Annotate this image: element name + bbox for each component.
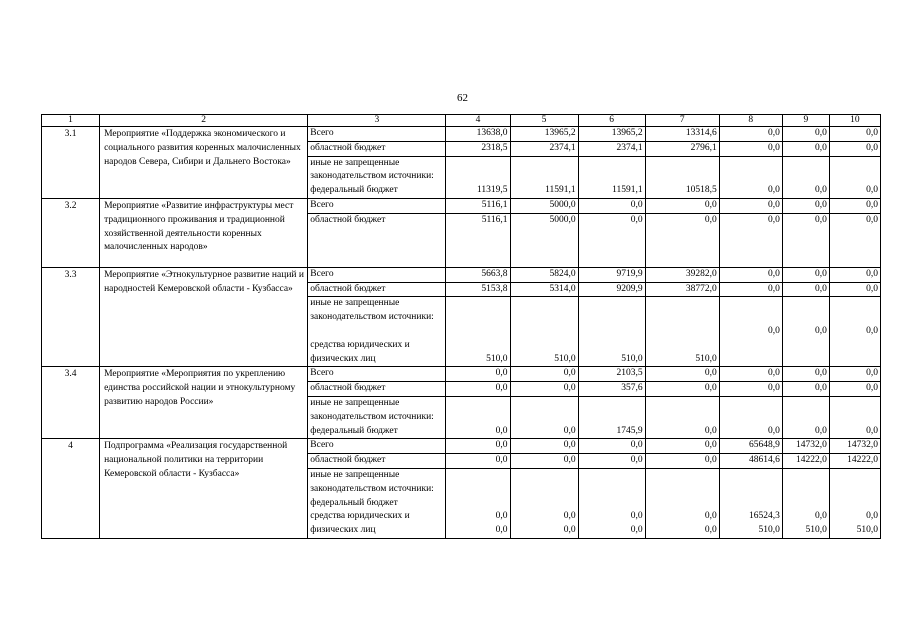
other-sources-label: иные не запрещенные законодательством источники: — [310, 157, 434, 182]
value-cell: 14222,0 — [782, 454, 829, 469]
value-cell: 0,0 — [645, 396, 719, 438]
other-sources-label: иные не запрещенные законодательством источники: — [310, 397, 434, 422]
value-cell — [719, 468, 782, 538]
value-cell: 0,0 — [645, 382, 719, 397]
value-cell: 0,0 — [578, 213, 645, 267]
value-cell: 510,0 — [645, 297, 719, 367]
value-cell: 510,0 — [578, 297, 645, 367]
source-sublabel: федеральный бюджет — [310, 497, 398, 508]
column-number: 2 — [100, 115, 308, 127]
value: 0,0 — [495, 510, 508, 521]
value-cell: 5000,0 — [510, 198, 578, 213]
value-cell: 0,0 — [645, 454, 719, 469]
value-cell: 38772,0 — [645, 282, 719, 297]
column-number: 9 — [782, 115, 829, 127]
activity-name: Мероприятие «Мероприятия по укреплению единства российской нации и этнокультурному развитию народов России» — [100, 367, 308, 439]
value-cell: 0,0 — [782, 396, 829, 438]
value-cell: 0,0 — [719, 282, 782, 297]
row-code: 4 — [42, 439, 100, 539]
source-label: областной бюджет — [308, 141, 446, 156]
value-cell: 11319,5 — [446, 156, 510, 198]
value-cell: 0,0 — [829, 367, 880, 382]
value-cell: 14732,0 — [782, 439, 829, 454]
column-number: 8 — [719, 115, 782, 127]
table-row — [42, 367, 881, 382]
value: 510,0 — [856, 524, 878, 535]
value-cell: 0,0 — [645, 198, 719, 213]
value-cell: 0,0 — [578, 439, 645, 454]
value-cell: 0,0 — [782, 127, 829, 142]
value-cell: 2796,1 — [645, 141, 719, 156]
budget-table — [41, 114, 881, 539]
value: 0,0 — [630, 510, 643, 521]
value-cell: 0,0 — [829, 297, 880, 367]
value-cell: 5116,1 — [446, 198, 510, 213]
value-cell: 0,0 — [645, 213, 719, 267]
value-cell: 0,0 — [578, 454, 645, 469]
source-label — [308, 468, 446, 538]
value: 510,0 — [758, 524, 780, 535]
column-number: 4 — [446, 115, 510, 127]
source-label: областной бюджет — [308, 382, 446, 397]
value-cell: 510,0 — [510, 297, 578, 367]
value-cell: 5000,0 — [510, 213, 578, 267]
value-cell: 0,0 — [829, 156, 880, 198]
value-cell: 0,0 — [782, 141, 829, 156]
row-code: 3.4 — [42, 367, 100, 439]
value-cell: 13314,6 — [645, 127, 719, 142]
value-cell: 0,0 — [829, 267, 880, 282]
table-row — [42, 439, 881, 454]
source-label — [308, 297, 446, 367]
source-label: Всего — [308, 267, 446, 282]
value: 0,0 — [563, 510, 576, 521]
value-cell: 357,6 — [578, 382, 645, 397]
table-row — [42, 198, 881, 213]
source-label: Всего — [308, 127, 446, 142]
source-sublabel: федеральный бюджет — [310, 185, 398, 196]
value-cell: 0,0 — [719, 127, 782, 142]
value-cell: 0,0 — [578, 198, 645, 213]
source-label: областной бюджет — [308, 282, 446, 297]
value-cell: 0,0 — [829, 282, 880, 297]
source-label: Всего — [308, 367, 446, 382]
value-cell: 0,0 — [719, 213, 782, 267]
page-number: 62 — [457, 92, 468, 104]
value-cell: 0,0 — [719, 198, 782, 213]
value-cell: 0,0 — [782, 267, 829, 282]
value-cell: 14732,0 — [829, 439, 880, 454]
value-cell: 10518,5 — [645, 156, 719, 198]
value-cell: 0,0 — [829, 141, 880, 156]
value-cell: 0,0 — [719, 267, 782, 282]
value-cell: 0,0 — [510, 439, 578, 454]
value-cell: 5663,8 — [446, 267, 510, 282]
value: 510,0 — [805, 524, 827, 535]
value: 0,0 — [495, 524, 508, 535]
value-cell: 0,0 — [782, 367, 829, 382]
value-cell: 0,0 — [645, 367, 719, 382]
value: 0,0 — [866, 510, 878, 521]
value-cell — [510, 468, 578, 538]
value-cell: 65648,9 — [719, 439, 782, 454]
value-cell — [446, 468, 510, 538]
value-cell: 0,0 — [719, 396, 782, 438]
source-sublabel: федеральный бюджет — [310, 425, 398, 436]
value-cell: 5314,0 — [510, 282, 578, 297]
value: 0,0 — [704, 524, 717, 535]
value-cell: 0,0 — [719, 156, 782, 198]
source-label: Всего — [308, 439, 446, 454]
value-cell: 510,0 — [446, 297, 510, 367]
row-code: 3.2 — [42, 198, 100, 267]
source-label — [308, 156, 446, 198]
value-cell: 0,0 — [719, 141, 782, 156]
other-sources-label: иные не запрещенные законодательством источники: — [310, 469, 434, 494]
value-cell: 0,0 — [829, 396, 880, 438]
value-cell: 9209,9 — [578, 282, 645, 297]
value-cell: 0,0 — [719, 382, 782, 397]
value-cell: 13638,0 — [446, 127, 510, 142]
source-label: Всего — [308, 198, 446, 213]
value-cell: 39282,0 — [645, 267, 719, 282]
activity-name: Мероприятие «Этнокультурное развитие наций и народностей Кемеровской области - Кузбасса» — [100, 267, 308, 367]
source-label — [308, 396, 446, 438]
value-cell: 0,0 — [719, 297, 782, 367]
value-cell — [829, 468, 880, 538]
value-cell: 0,0 — [782, 198, 829, 213]
column-number: 5 — [510, 115, 578, 127]
value-cell: 0,0 — [446, 382, 510, 397]
value-cell: 13965,2 — [510, 127, 578, 142]
value-cell: 1745,9 — [578, 396, 645, 438]
value-cell: 0,0 — [446, 439, 510, 454]
value-cell: 5824,0 — [510, 267, 578, 282]
row-code: 3.1 — [42, 127, 100, 199]
value-cell: 48614,6 — [719, 454, 782, 469]
value-cell: 0,0 — [782, 382, 829, 397]
value-cell: 0,0 — [446, 367, 510, 382]
value: 0,0 — [814, 510, 827, 521]
value-cell: 0,0 — [829, 198, 880, 213]
value-cell: 0,0 — [829, 382, 880, 397]
row-code: 3.3 — [42, 267, 100, 367]
column-number: 3 — [308, 115, 446, 127]
column-number: 7 — [645, 115, 719, 127]
value-cell: 2318,5 — [446, 141, 510, 156]
value: 16524,3 — [748, 510, 780, 521]
value-cell: 0,0 — [829, 127, 880, 142]
other-sources-label: иные не запрещенные законодательством источники: — [310, 298, 434, 323]
value-cell: 5116,1 — [446, 213, 510, 267]
value-cell: 2374,1 — [578, 141, 645, 156]
value-cell: 0,0 — [510, 367, 578, 382]
activity-name: Мероприятие «Развитие инфраструктуры мест традиционного проживания и традиционной хозяйственной деятельности коренных малочисленных народов» — [100, 198, 308, 267]
value-cell: 5153,8 — [446, 282, 510, 297]
value-cell: 0,0 — [510, 382, 578, 397]
value-cell: 9719,9 — [578, 267, 645, 282]
source-label: областной бюджет — [308, 213, 446, 267]
value-cell — [578, 468, 645, 538]
value-cell: 2374,1 — [510, 141, 578, 156]
activity-name: Мероприятие «Поддержка экономического и социального развития коренных малочисленных народов Севера, Сибири и Дальнего Востока» — [100, 127, 308, 199]
value-cell: 0,0 — [782, 282, 829, 297]
value-cell: 0,0 — [446, 454, 510, 469]
value-cell: 0,0 — [782, 213, 829, 267]
value-cell: 11591,1 — [510, 156, 578, 198]
value-cell — [782, 468, 829, 538]
column-number: 6 — [578, 115, 645, 127]
value-cell: 0,0 — [645, 439, 719, 454]
column-number: 1 — [42, 115, 100, 127]
value-cell: 0,0 — [719, 367, 782, 382]
column-number-row — [42, 115, 881, 127]
value-cell: 2103,5 — [578, 367, 645, 382]
subprogram-name: Подпрограмма «Реализация государственной национальной политики на территории Кемеровской области - Кузбасса» — [100, 439, 308, 539]
source-sublabel: средства юридических и физических лиц — [310, 339, 410, 364]
value-cell: 0,0 — [510, 396, 578, 438]
value-cell: 0,0 — [510, 454, 578, 469]
column-number: 10 — [829, 115, 880, 127]
value-cell: 0,0 — [829, 213, 880, 267]
source-sublabel: средства юридических и физических лиц — [310, 511, 410, 536]
value-cell: 14222,0 — [829, 454, 880, 469]
table-row — [42, 267, 881, 282]
source-label: областной бюджет — [308, 454, 446, 469]
table-row — [42, 127, 881, 142]
value: 0,0 — [704, 510, 717, 521]
value-cell: 13965,2 — [578, 127, 645, 142]
value-cell: 0,0 — [782, 297, 829, 367]
value-cell: 0,0 — [782, 156, 829, 198]
value-cell: 11591,1 — [578, 156, 645, 198]
value: 0,0 — [563, 524, 576, 535]
value: 0,0 — [630, 524, 643, 535]
value-cell: 0,0 — [446, 396, 510, 438]
value-cell — [645, 468, 719, 538]
